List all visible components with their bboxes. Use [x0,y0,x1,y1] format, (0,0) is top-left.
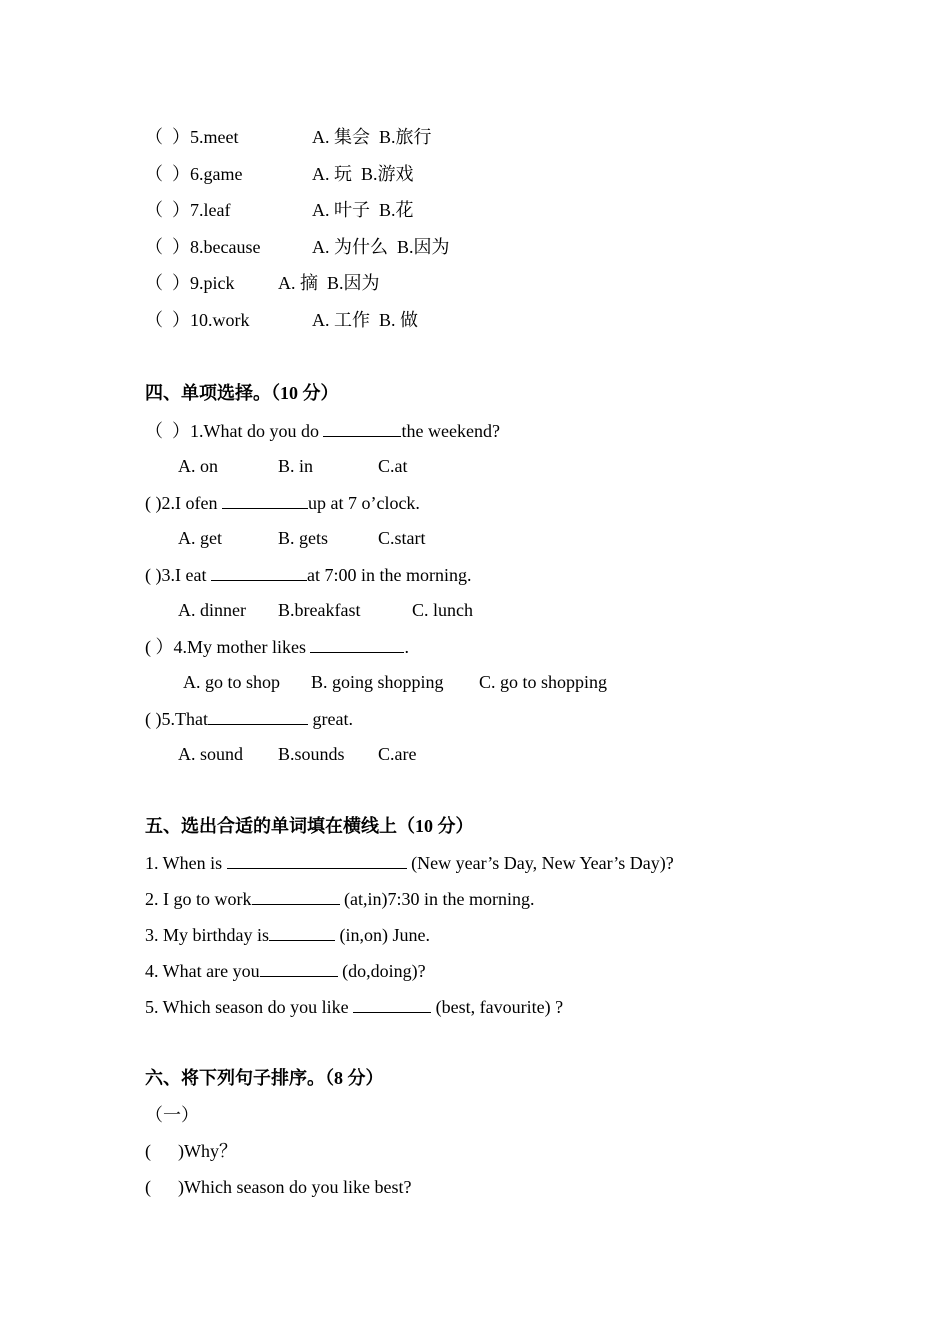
s5-item-1: 1. When is (New year’s Day, New Year’s Day)? [145,853,674,873]
vocab-item-7: （ ）7.leaf A. 叶子 B.花 [145,200,414,220]
s5-item-2: 2. I go to work (at,in)7:30 in the morning. [145,889,535,909]
s4-options-3: A. dinner B.breakfast C. lunch [178,600,473,620]
vocab-item-6: （ ）6.game A. 玩 B.游戏 [145,164,414,184]
s4-question-5: ( )5.That great. [145,709,353,729]
vocab-item-8: （ ）8.because A. 为什么 B.因为 [145,237,450,257]
section6-heading: 六、将下列句子排序。（8 分） [145,1068,384,1088]
s4-question-2: ( )2.I ofen up at 7 o’clock. [145,493,420,513]
s4-options-5: A. sound B.sounds C.are [178,744,417,764]
vocab-item-9: （ ）9.pick A. 摘 B.因为 [145,273,380,293]
vocab-item-5: （ ）5.meet A. 集会 B.旅行 [145,127,432,147]
section5-heading: 五、选出合适的单词填在横线上（10 分） [145,816,474,836]
s5-item-5: 5. Which season do you like (best, favourite) ? [145,997,564,1017]
s4-question-4: ( ）4.My mother likes . [145,637,409,657]
s5-item-3: 3. My birthday is (in,on) June. [145,925,430,945]
s4-options-2: A. get B. gets C.start [178,528,426,548]
section4-heading: 四、单项选择。（10 分） [145,383,339,403]
s4-options-4: A. go to shop B. going shopping C. go to shopping [183,672,608,692]
s4-question-1: （ ）1.What do you do the weekend? [145,421,500,441]
s6-line-1: ( )Why？ [145,1141,237,1161]
s4-options-1: A. on B. in C.at [178,456,408,476]
s5-item-4: 4. What are you (do,doing)? [145,961,426,981]
vocab-item-10: （ ）10.work A. 工作 B. 做 [145,310,419,330]
s6-line-2: ( )Which season do you like best? [145,1177,412,1197]
s4-question-3: ( )3.I eat at 7:00 in the morning. [145,565,472,585]
s6-subheading: （一） [145,1105,199,1125]
